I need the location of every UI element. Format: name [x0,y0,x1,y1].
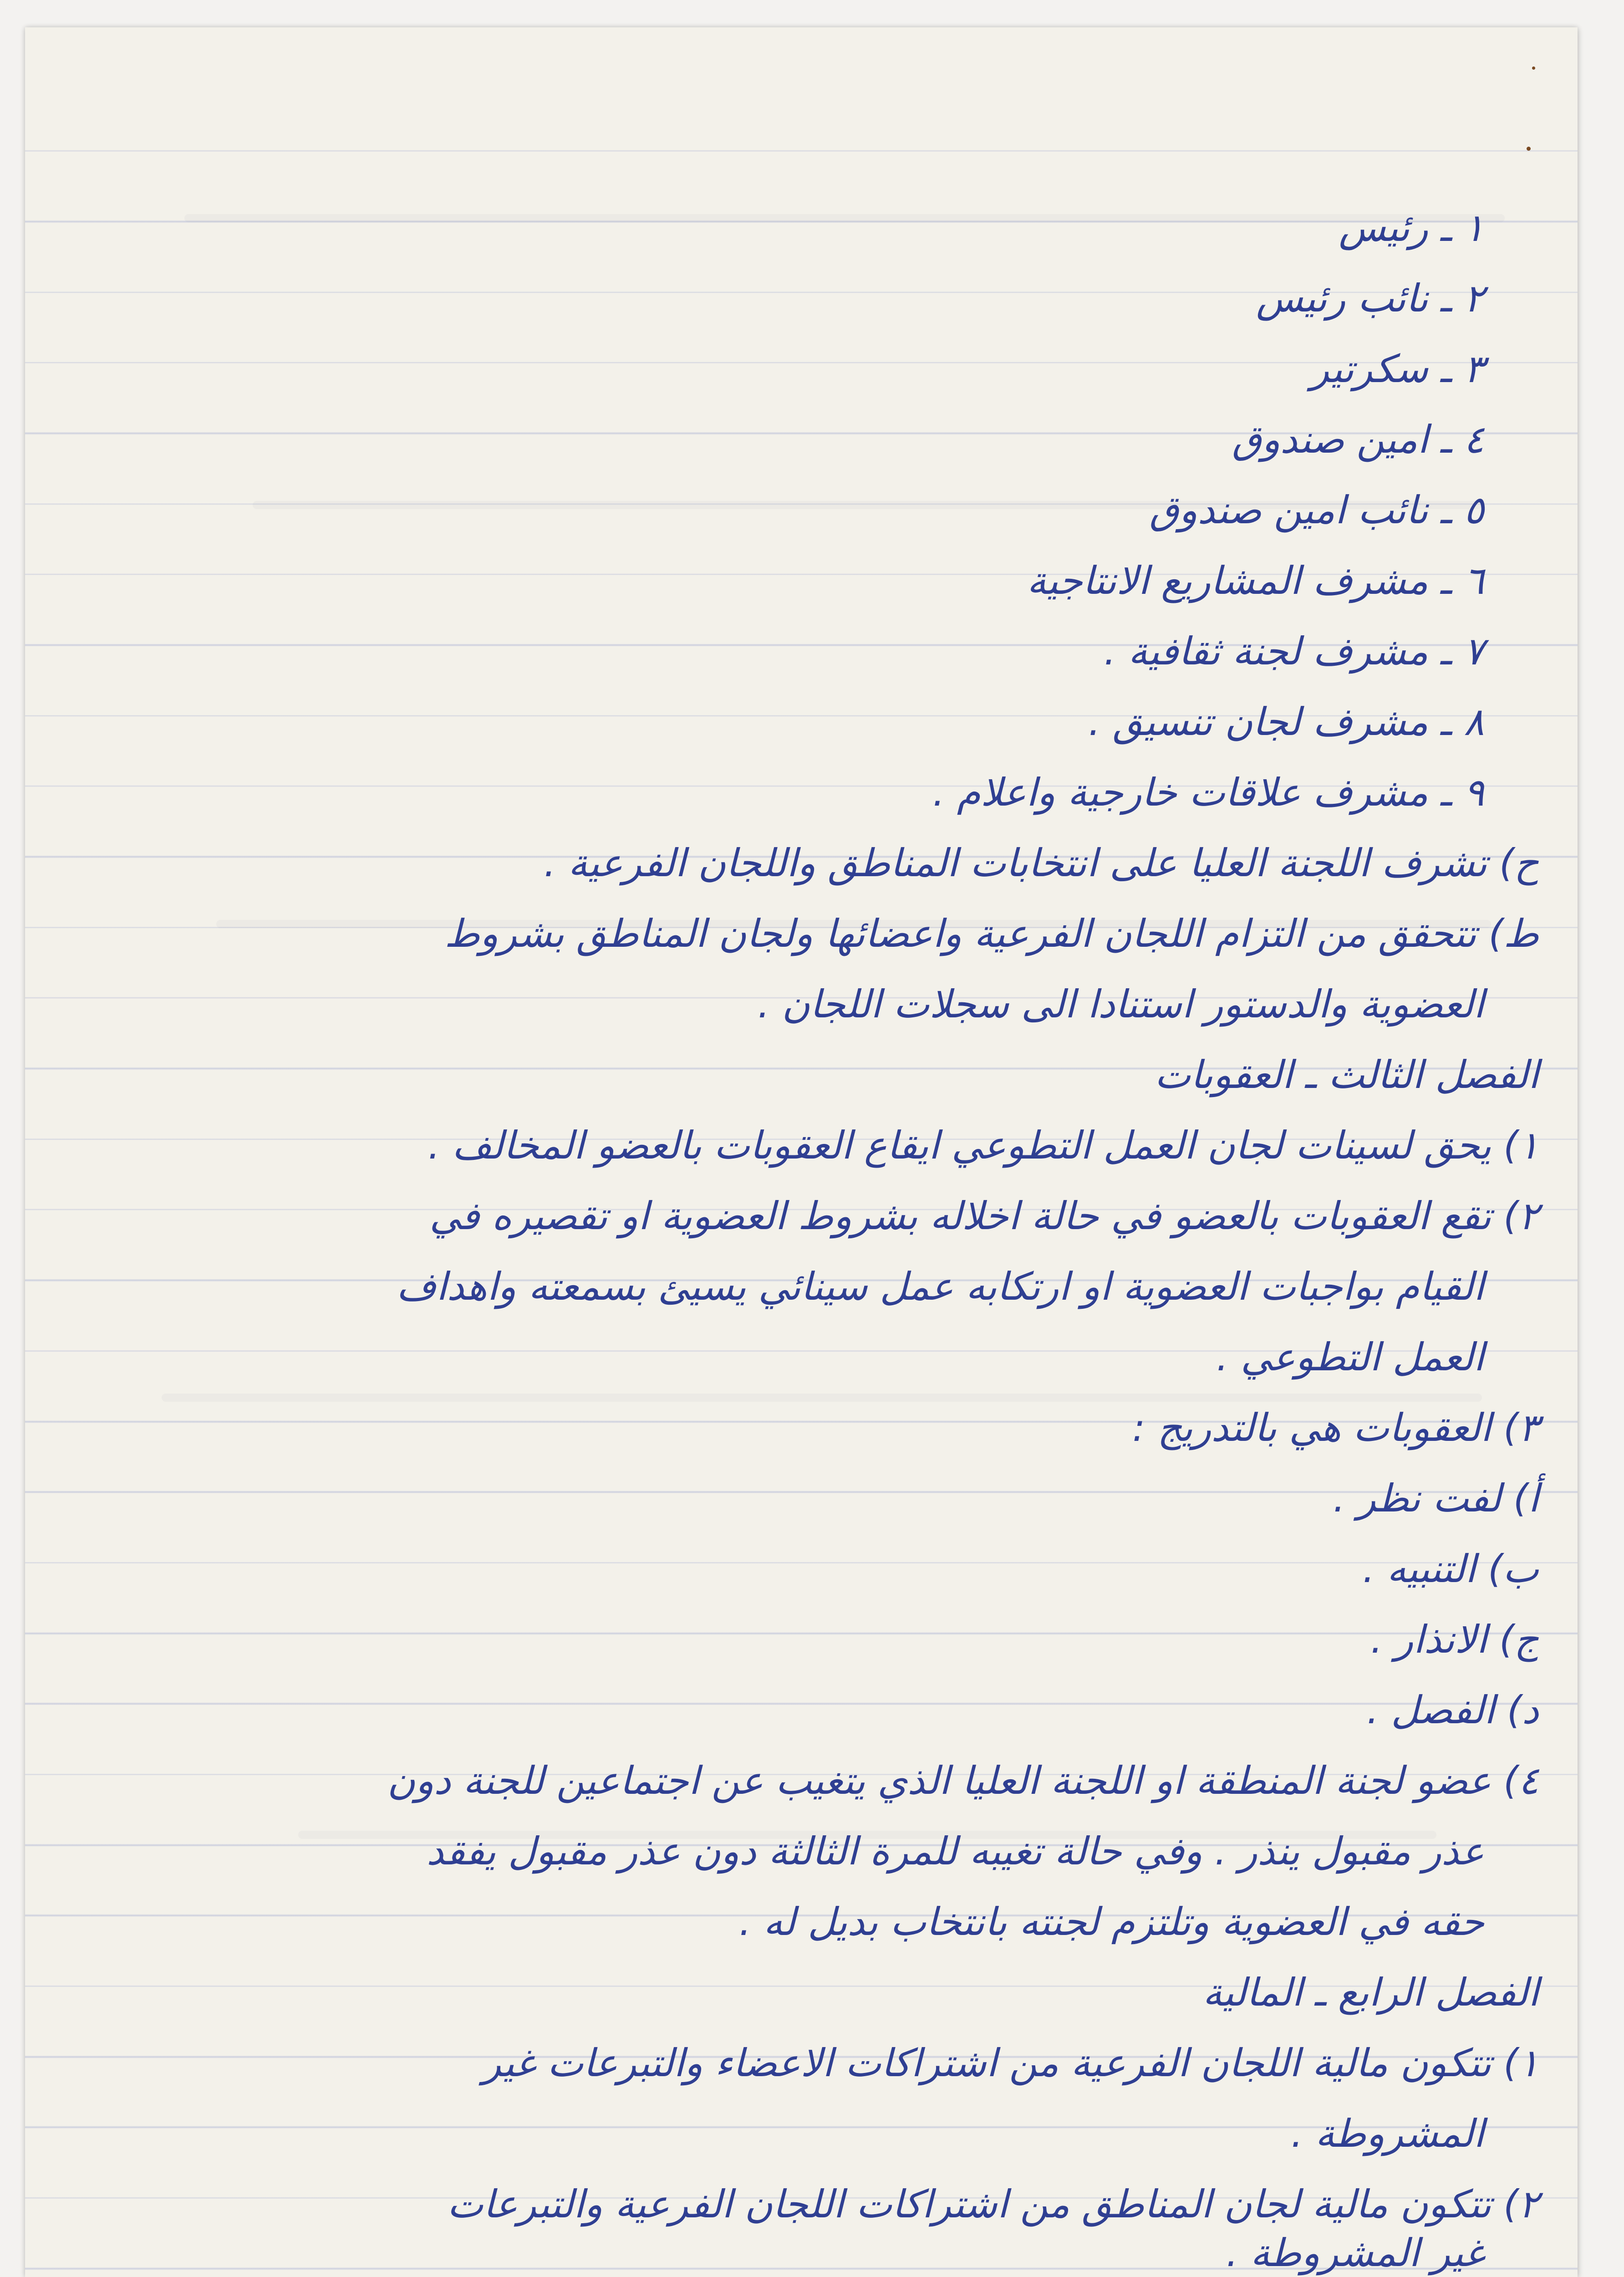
paper-speck [1527,147,1531,151]
handwritten-line: ط) تتحقق من التزام اللجان الفرعية واعضائها ولجان المناطق بشروط [444,911,1539,956]
lined-paper-sheet [25,27,1578,2277]
handwritten-line: ٨ ـ مشرف لجان تنسيق . [1088,699,1484,744]
handwritten-line: ٩ ـ مشرف علاقات خارجية واعلام . [932,770,1484,815]
handwritten-line: ٥ ـ نائب امين صندوق [1149,488,1484,532]
handwritten-line: العمل التطوعي . [1216,1335,1484,1379]
handwritten-line: غير المشروطة . [1226,2231,1484,2275]
handwritten-line: د) الفصل . [1366,1688,1539,1732]
handwritten-line: ب) التنبيه . [1362,1547,1539,1591]
bleed-through-mark [184,214,1505,222]
handwritten-line: ٣) العقوبات هي بالتدريج : [1132,1405,1539,1450]
paper-speck [1532,66,1535,70]
handwritten-line: ١) تتكون مالية اللجان الفرعية من اشتراكات الاعضاء والتبرعات غير [482,2041,1539,2085]
handwritten-line: حقه في العضوية وتلتزم لجنته بانتخاب بديل له . [739,1899,1484,1944]
handwritten-line: ٧ ـ مشرف لجنة ثقافية . [1104,629,1484,674]
handwritten-line: ح) تشرف اللجنة العليا على انتخابات المناطق واللجان الفرعية . [544,841,1539,885]
handwritten-line: المشروطة . [1291,2111,1484,2156]
handwritten-line: ٤ ـ امين صندوق [1232,417,1484,462]
handwritten-line: ج) الانذار . [1370,1617,1539,1662]
handwritten-line: ٤) عضو لجنة المنطقة او اللجنة العليا الذي يتغيب عن اجتماعين للجنة دون [387,1758,1539,1803]
handwritten-line: ٦ ـ مشرف المشاريع الانتاجية [1027,558,1484,603]
handwritten-line: ٢) تتكون مالية لجان المناطق من اشتراكات اللجان الفرعية والتبرعات [447,2182,1539,2226]
handwritten-line: ٣ ـ سكرتير [1310,347,1484,391]
handwritten-line: ٢ ـ نائب رئيس [1256,276,1484,321]
handwritten-line: عذر مقبول ينذر . وفي حالة تغيبه للمرة الثالثة دون عذر مقبول يفقد [426,1829,1484,1874]
handwritten-line: أ) لفت نظر . [1333,1476,1539,1521]
section-heading: الفصل الرابع ـ المالية [1202,1970,1539,2015]
handwritten-line: ٢) تقع العقوبات بالعضو في حالة اخلاله بشروط العضوية او تقصيره في [429,1194,1539,1238]
handwritten-line: القيام بواجبات العضوية او ارتكابه عمل سينائي يسيئ بسمعته واهداف [397,1264,1484,1309]
section-heading: الفصل الثالث ـ العقوبات [1155,1052,1539,1097]
handwritten-line: العضوية والدستور استنادا الى سجلات اللجان . [757,982,1484,1026]
handwritten-line: ١ ـ رئيس [1339,205,1484,250]
handwritten-line: ١) يحق لسينات لجان العمل التطوعي ايقاع العقوبات بالعضو المخالف . [428,1123,1539,1168]
